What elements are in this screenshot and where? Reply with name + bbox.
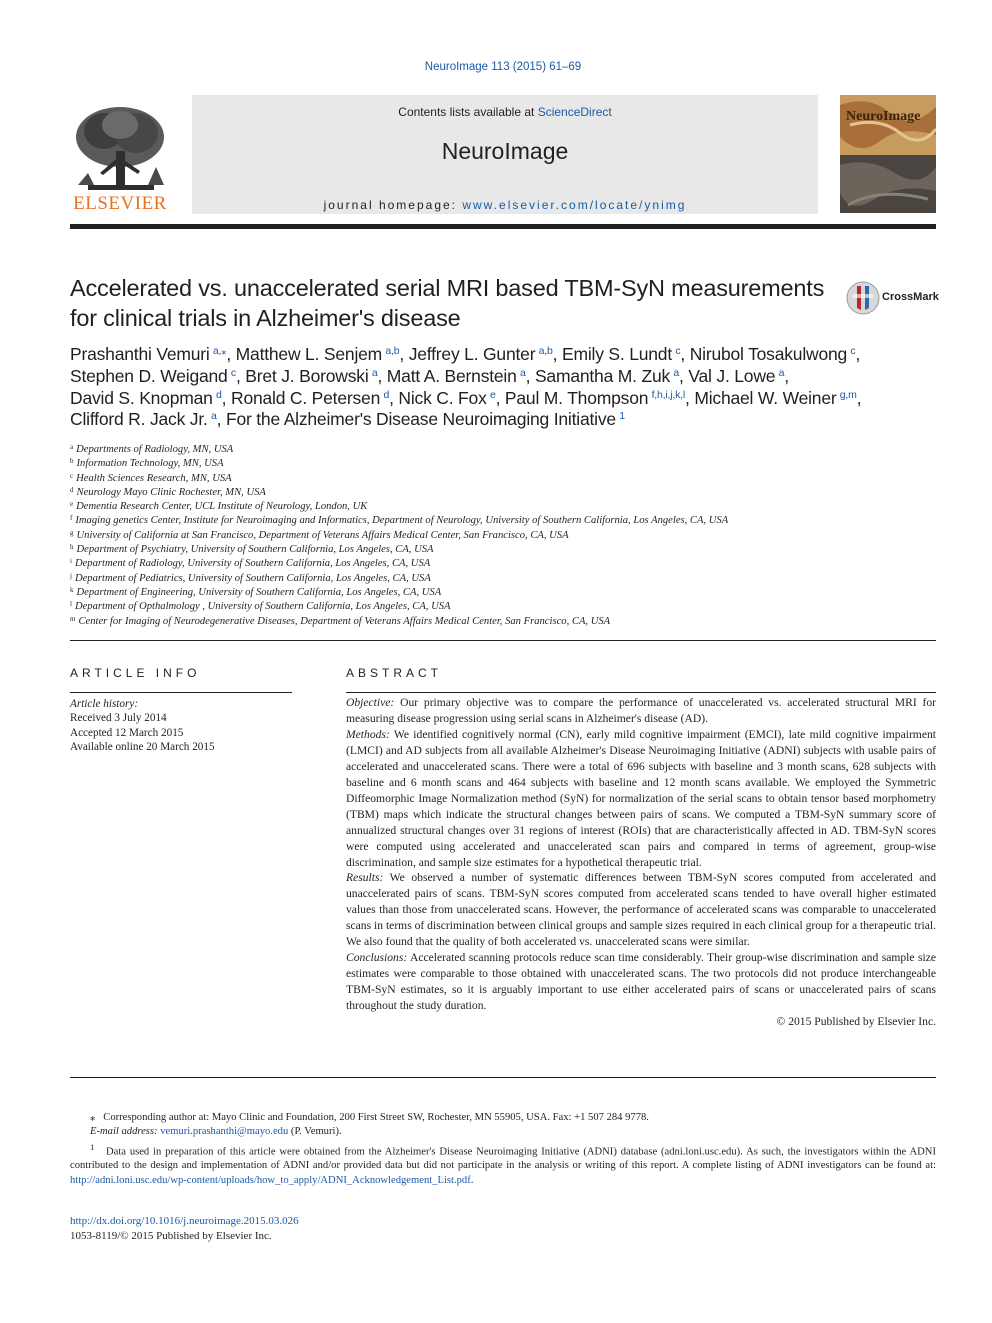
article-info-rule	[70, 692, 292, 693]
author[interactable]: David S. Knopman $^d$,	[70, 387, 231, 408]
abstract-heading: ABSTRACT	[346, 666, 443, 680]
article-footer	[70, 1214, 299, 1244]
adni-acknowledgement-link[interactable]: http://adni.loni.usc.edu/wp-content/uploads/how_to_apply/ADNI_Acknowledgement_List.pdf	[70, 1174, 471, 1186]
article-title	[70, 273, 830, 333]
author[interactable]: Ronald C. Petersen $^d$,	[231, 387, 399, 408]
crossmark-icon	[846, 280, 880, 316]
issn-copyright: 1053-8119/© 2015 Published by Elsevier Inc.	[70, 1230, 272, 1242]
affiliation: $^c$ Health Sciences Research, MN, USA	[70, 471, 232, 484]
online-date: Available online 20 March 2015	[70, 740, 215, 753]
homepage-link[interactable]: www.elsevier.com/locate/ynimg	[462, 198, 687, 212]
header-rule	[70, 224, 936, 229]
history-label: Article history:	[70, 698, 139, 710]
abstract-methods: Methods: We identified cognitively normal (CN), early mild cognitive impairment (EMCI), late mild cognitive impairment (LMCI) and AD subjects from all available Alzheimer's Disease Neuroimaging Initiative (ADNI) subjects with usable pairs of accelerated and unaccelerated scans. There were a total of 696 subjects with baseline and 3 month scans, 628 subjects with baseline and 6 month scans and 464 subjects with baseline and 12 month scans available. We employed the Symmetric Diffeomorphic Image Normalization method (SyN) for normalization of the serial scans to obtain tensor based morphometry (TBM) maps which indicate the structural changes between pairs of scans. We computed a TBM-SyN summary score of annualized structural changes over 31 regions of interest (ROIs) that are characteristically affected in AD. TBM-SyN scores were computed using accelerated and unaccelerated scan pairs and compared in terms of agreement, group-wise discrimination, and sample size estimates for a hypothetical therapeutic trial.	[346, 727, 936, 869]
author[interactable]: Paul M. Thompson $^{f,h,i,j,k,l}$,	[504, 387, 695, 408]
crossmark-badge[interactable]	[846, 280, 939, 316]
affiliation: $^h$ Department of Psychiatry, University of Southern California, Los Angeles, CA, USA	[70, 543, 434, 556]
author[interactable]: Nirubol Tosakulwong $^c$,	[689, 344, 861, 364]
author-list	[70, 344, 936, 431]
accepted-date: Accepted 12 March 2015	[70, 726, 184, 739]
corresponding-author-note: ⁎ Corresponding author at: Mayo Clinic and Foundation, 200 First Street SW, Rochester, MN 55905, USA. Fax: +1 507 284 9778.	[90, 1112, 649, 1123]
homepage-prefix: journal homepage:	[323, 198, 463, 212]
doi-link[interactable]: http://dx.doi.org/10.1016/j.neuroimage.2015.03.026	[70, 1215, 299, 1227]
affiliation: $^a$ Departments of Radiology, MN, USA	[70, 443, 234, 455]
author[interactable]: For the Alzheimer's Disease Neuroimaging Initiative $^1$	[225, 409, 625, 430]
email-note: E-mail address: vemuri.prashanthi@mayo.edu (P. Vemuri).	[90, 1126, 342, 1138]
abstract-rule	[346, 692, 936, 693]
affiliation: $^f$ Imaging genetics Center, Institute for Neuroimaging and Informatics, Department of Neurology, University of Southern California, Los Angeles, CA, USA	[70, 514, 729, 527]
affiliation: $^l$ Department of Opthalmology , University of Southern California, Los Angeles, CA, USA	[70, 600, 451, 613]
abstract-results: Results: We observed a number of systematic differences between TBM-SyN scores computed from accelerated and unaccelerated pairs of scans. TBM-SyN scores computed from accelerated scans tended to have overall higher estimated values than those from unaccelerated scans. However, the performance of accelerated scans was comparable to unaccelerated scans in terms of discrimination between clinical groups and sample sizes required in each clinical group for a therapeutic trial. We also found that the quality of both accelerated vs. unaccelerated scans were similar.	[346, 871, 936, 949]
footnote-divider	[70, 1077, 936, 1078]
footnotes	[70, 1111, 936, 1188]
sciencedirect-link[interactable]: ScienceDirect	[537, 105, 612, 119]
author[interactable]: Clifford R. Jack Jr. $^a$,	[70, 409, 226, 430]
title-line: for clinical trials in Alzheimer's disease	[70, 305, 461, 331]
affiliation: $^b$ Information Technology, MN, USA	[70, 457, 224, 470]
contents-availability	[192, 105, 818, 119]
masthead-banner	[192, 95, 818, 214]
abstract-objective: Objective: Our primary objective was to compare the performance of unaccelerated vs. accelerated structural MRI for measuring disease progression using serial scans in Alzheimer's disease (AD).	[346, 696, 936, 725]
affiliation: $^e$ Dementia Research Center, UCL Institute of Neurology, London, UK	[70, 500, 368, 513]
author[interactable]: Val J. Lowe $^a$,	[688, 365, 789, 386]
abstract-body	[346, 695, 936, 1030]
journal-homepage	[192, 198, 818, 212]
title-line: Accelerated vs. unaccelerated serial MRI based TBM-SyN measurements	[70, 275, 825, 301]
abstract-conclusions: Conclusions: Accelerated scanning protocols reduce scan time considerably. Their group-wise discrimination and sample size estimates were comparable to those obtained with unaccelerated scans. The two protocols did not produce interchangeable TBM-SyN estimates, so it is arguably important to use either accelerated pairs of scans or unaccelerated pairs of scans throughout the study duration.	[346, 951, 936, 1013]
journal-masthead	[70, 95, 936, 215]
affiliation: $^m$ Center for Imaging of Neurodegenerative Diseases, Department of Veterans Affairs Medical Center, San Francisco, CA, USA	[70, 614, 611, 627]
author[interactable]: Stephen D. Weigand $^c$,	[70, 365, 246, 386]
article-history	[70, 697, 300, 754]
received-date: Received 3 July 2014	[70, 712, 167, 725]
author[interactable]: Emily S. Lundt $^c$,	[561, 344, 690, 364]
elsevier-logo[interactable]	[70, 103, 170, 215]
data-source-note: $^1$ Data used in preparation of this article were obtained from the Alzheimer's Disease Neuroimaging Initiative (ADNI) database (adni.loni.usc.edu). As such, the investigators within the ADNI contributed to the design and implementation of ADNI and/or provided data but did not participate in the analysis or writing of this report. A complete listing of ADNI investigators can be found at: http://adni.loni.usc.edu/wp-content/uploads/how_to_apply/ADNI_Acknowledgement_List.pdf.	[70, 1141, 936, 1186]
journal-citation[interactable]: NeuroImage 113 (2015) 61–69	[424, 61, 582, 73]
crossmark-label: CrossMark	[882, 291, 939, 303]
affiliation: $^k$ Department of Engineering, University of Southern California, Los Angeles, CA, USA	[70, 585, 442, 598]
author[interactable]: Matt A. Bernstein $^a$,	[386, 365, 535, 386]
affiliation: $^d$ Neurology Mayo Clinic Rochester, MN, USA	[70, 485, 266, 498]
author[interactable]: Michael W. Weiner $^{g,m}$,	[694, 387, 862, 408]
affiliation: $^i$ Department of Radiology, University of Southern California, Los Angeles, CA, USA	[70, 557, 431, 570]
journal-cover-image[interactable]	[840, 95, 936, 213]
abstract-copyright: © 2015 Published by Elsevier Inc.	[776, 1015, 936, 1029]
author[interactable]: Bret J. Borowski $^a$,	[245, 365, 387, 386]
author[interactable]: Samantha M. Zuk $^a$,	[534, 365, 689, 386]
affiliation-list	[70, 443, 936, 629]
elsevier-tree-icon	[70, 103, 170, 195]
section-divider	[70, 640, 936, 641]
cover-title: NeuroImage	[846, 109, 921, 124]
affiliation: $^j$ Department of Pediatrics, University of Southern California, Los Angeles, CA, USA	[70, 571, 431, 584]
author[interactable]: Matthew L. Senjem $^{a,b}$,	[235, 344, 409, 364]
elsevier-wordmark: ELSEVIER	[73, 193, 167, 214]
author[interactable]: Prashanthi Vemuri $^{a,⁎}$,	[70, 344, 236, 364]
author[interactable]: Jeffrey L. Gunter $^{a,b}$,	[408, 344, 562, 364]
author[interactable]: Nick C. Fox $^e$,	[398, 387, 505, 408]
journal-name: NeuroImage	[441, 138, 569, 164]
email-link[interactable]: vemuri.prashanthi@mayo.edu	[160, 1126, 289, 1138]
affiliation: $^g$ University of California at San Francisco, Department of Veterans Affairs Medical Center, San Francisco, CA, USA	[70, 528, 569, 541]
article-info-heading: ARTICLE INFO	[70, 666, 201, 680]
contents-prefix: Contents lists available at	[398, 105, 538, 119]
